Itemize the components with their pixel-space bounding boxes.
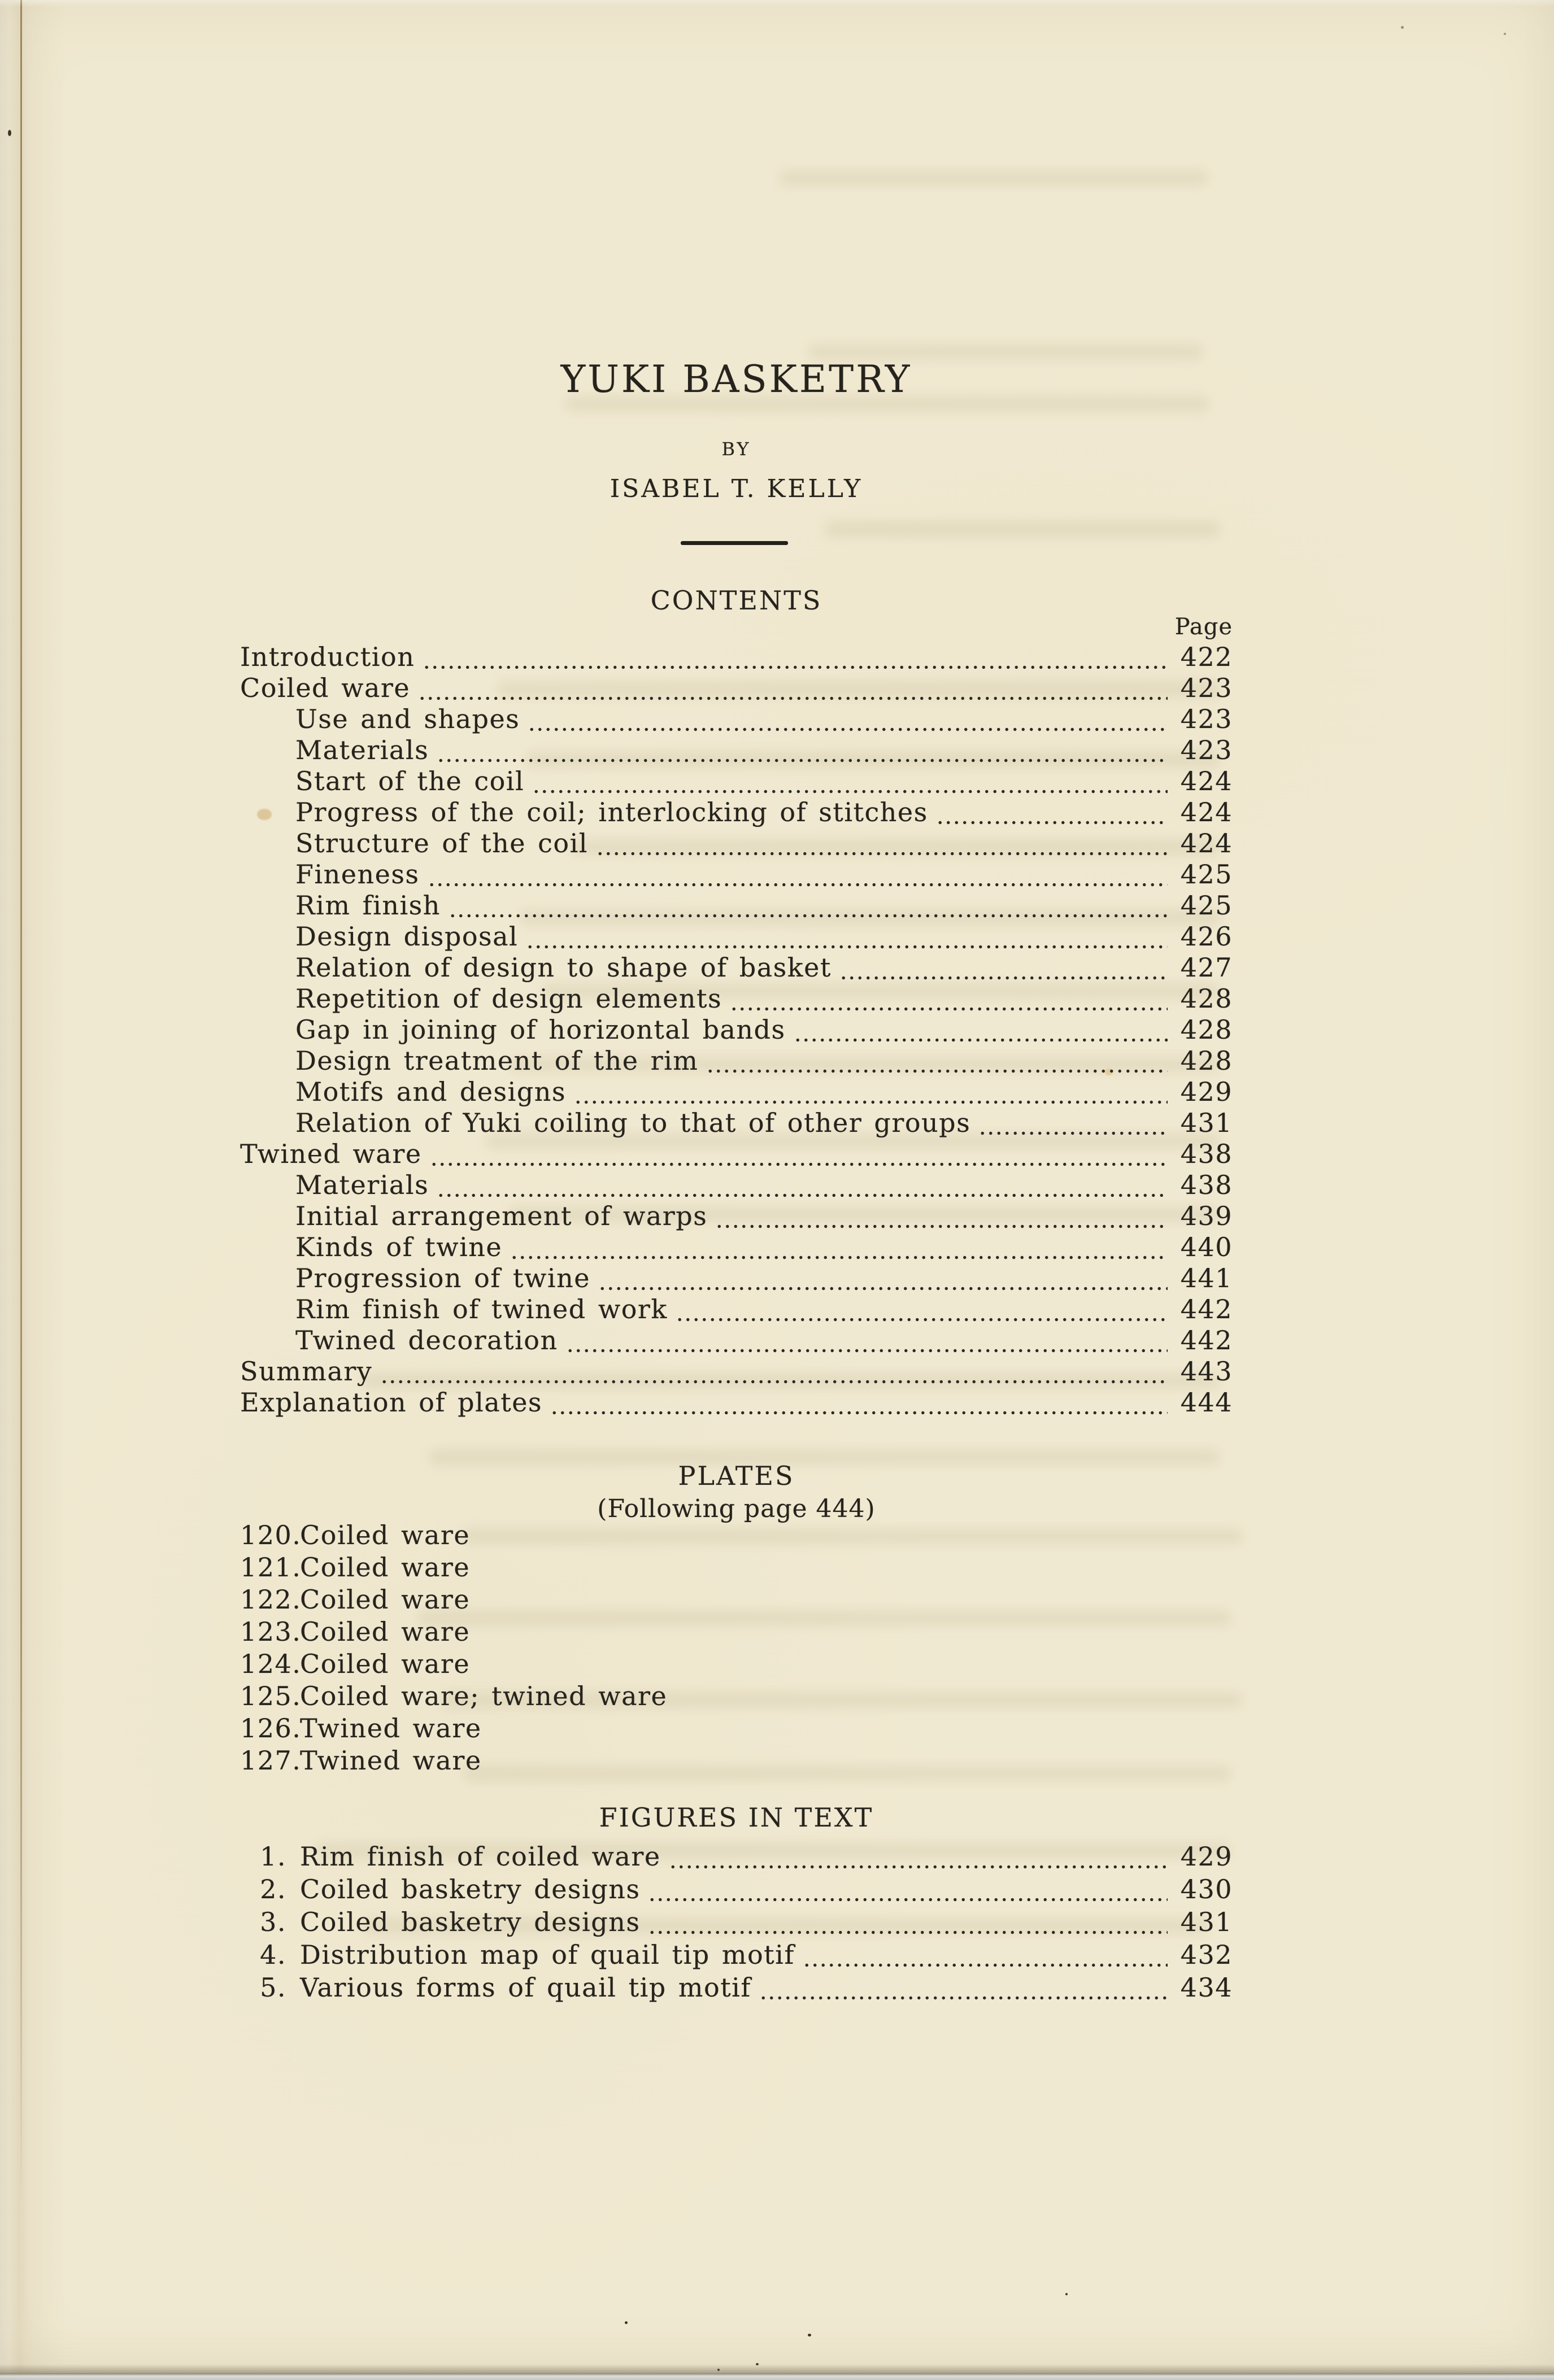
plates-heading: PLATES [678, 1461, 795, 1491]
figures-heading: FIGURES IN TEXT [599, 1802, 874, 1833]
toc-entry-page: 426 [1180, 921, 1233, 952]
toc-row [240, 1356, 1233, 1387]
toc-entry-label: Materials [295, 1170, 429, 1200]
toc-entry-label: Motifs and designs [295, 1076, 567, 1107]
toc-entry-page: 424 [1180, 797, 1233, 827]
plate-label: Coiled ware [300, 1520, 471, 1550]
plate-item [240, 1519, 1233, 1551]
toc-entry-label: Rim finish [295, 890, 441, 921]
toc-row [240, 1170, 1233, 1201]
figure-page: 432 [1180, 1939, 1233, 1970]
dotted-leader [730, 983, 1168, 1014]
plate-item [240, 1648, 1233, 1680]
toc-entry-label: Relation of Yuki coiling to that of other groups [295, 1108, 971, 1138]
toc-row [240, 673, 1233, 704]
figure-label: Rim finish of coiled ware [300, 1841, 661, 1872]
toc-entry-page: 442 [1180, 1325, 1233, 1355]
dotted-leader [428, 859, 1168, 890]
dotted-leader [803, 1938, 1168, 1971]
toc-row [240, 1139, 1233, 1170]
toc-entry-page: 444 [1180, 1387, 1233, 1418]
dotted-leader [669, 1840, 1168, 1873]
toc-row [240, 1014, 1233, 1045]
plate-item [240, 1584, 1233, 1616]
dotted-leader [574, 1076, 1168, 1108]
dotted-leader [596, 828, 1168, 859]
toc-entry-page: 428 [1180, 1045, 1233, 1076]
scan-speck [808, 2334, 811, 2337]
toc-entry-label: Introduction [240, 642, 415, 672]
table-of-contents [240, 642, 1233, 1418]
toc-entry-label: Repetition of design elements [295, 983, 722, 1014]
page-gutter-shadow [0, 0, 68, 2380]
dotted-leader [759, 1971, 1168, 2004]
showthrough-ghost [780, 169, 1209, 186]
dotted-leader [430, 1139, 1168, 1170]
figure-number: 3. [260, 1907, 286, 1937]
dotted-leader [532, 766, 1168, 797]
toc-row [240, 1201, 1233, 1232]
toc-row [240, 766, 1233, 797]
toc-row [240, 1325, 1233, 1356]
figure-number: 4. [260, 1939, 286, 1970]
plate-item [240, 1616, 1233, 1648]
dotted-leader [437, 735, 1168, 766]
toc-row [240, 1076, 1233, 1108]
plate-label: Coiled ware [300, 1649, 471, 1679]
toc-entry-label: Fineness [295, 859, 420, 890]
dotted-leader [598, 1263, 1168, 1294]
scan-speck [1504, 33, 1506, 35]
dotted-leader [510, 1232, 1168, 1263]
toc-entry-label: Explanation of plates [240, 1387, 543, 1418]
toc-entry-page: 423 [1180, 704, 1233, 734]
dotted-leader [715, 1201, 1168, 1232]
figure-item [240, 1840, 1233, 1873]
toc-entry-page: 422 [1180, 642, 1233, 672]
figure-page: 431 [1180, 1907, 1233, 1937]
dotted-leader [648, 1906, 1168, 1938]
plate-number: 127. [240, 1745, 302, 1776]
plate-number: 125. [240, 1681, 302, 1711]
figure-label: Various forms of quail tip motif [300, 1972, 751, 2003]
toc-row [240, 952, 1233, 983]
plate-item [240, 1745, 1233, 1777]
figure-item [240, 1971, 1233, 2004]
toc-entry-label: Relation of design to shape of basket [295, 952, 832, 983]
toc-entry-page: 443 [1180, 1356, 1233, 1387]
toc-entry-label: Use and shapes [295, 704, 520, 734]
toc-entry-label: Gap in joining of horizontal bands [295, 1014, 786, 1045]
toc-row [240, 890, 1233, 921]
toc-entry-page: 428 [1180, 983, 1233, 1014]
dotted-leader [648, 1873, 1168, 1906]
plate-number: 124. [240, 1649, 302, 1679]
dotted-leader [423, 642, 1168, 673]
plate-item [240, 1712, 1233, 1745]
figure-label: Coiled basketry designs [300, 1907, 641, 1937]
dotted-leader [380, 1356, 1168, 1387]
dotted-leader [978, 1108, 1168, 1139]
toc-row [240, 1387, 1233, 1418]
figure-label: Distribution map of quail tip motif [300, 1939, 795, 1970]
page-bottom-shadow [0, 2364, 1554, 2373]
toc-entry-label: Twined decoration [295, 1325, 558, 1355]
scan-speck [1401, 26, 1404, 29]
toc-row [240, 1232, 1233, 1263]
toc-entry-page: 438 [1180, 1139, 1233, 1169]
figure-item [240, 1938, 1233, 1971]
page-top-edge [0, 0, 1554, 7]
figure-number: 5. [260, 1972, 286, 2003]
toc-entry-page: 441 [1180, 1263, 1233, 1293]
toc-entry-page: 425 [1180, 890, 1233, 921]
toc-entry-page: 425 [1180, 859, 1233, 890]
dotted-leader [528, 704, 1168, 735]
plate-label: Coiled ware [300, 1552, 471, 1583]
figure-label: Coiled basketry designs [300, 1874, 641, 1904]
figure-page: 429 [1180, 1841, 1233, 1872]
dotted-leader [936, 797, 1168, 828]
figure-page: 430 [1180, 1874, 1233, 1904]
gutter-fold-line [20, 0, 22, 2248]
dotted-leader [794, 1014, 1168, 1045]
plate-item [240, 1551, 1233, 1584]
toc-entry-label: Structure of the coil [295, 828, 588, 858]
author-name: ISABEL T. KELLY [610, 474, 863, 503]
figure-item [240, 1873, 1233, 1906]
toc-row [240, 1045, 1233, 1076]
toc-row [240, 828, 1233, 859]
dotted-leader [550, 1387, 1168, 1418]
toc-entry-page: 423 [1180, 673, 1233, 703]
toc-row [240, 1294, 1233, 1325]
dotted-leader [566, 1325, 1168, 1356]
page-bottom-edge [0, 2373, 1554, 2380]
toc-row [240, 735, 1233, 766]
toc-entry-label: Twined ware [240, 1139, 422, 1169]
page-title: YUKI BASKETRY [560, 358, 912, 401]
plate-number: 123. [240, 1616, 302, 1647]
toc-entry-label: Initial arrangement of warps [295, 1201, 708, 1231]
toc-row [240, 859, 1233, 890]
toc-entry-page: 428 [1180, 1014, 1233, 1045]
dotted-leader [449, 890, 1168, 921]
figure-number: 2. [260, 1874, 286, 1904]
dotted-leader [839, 952, 1168, 983]
dotted-leader [706, 1045, 1168, 1076]
plate-number: 121. [240, 1552, 302, 1583]
toc-row [240, 983, 1233, 1014]
plate-label: Coiled ware [300, 1584, 471, 1615]
plate-number: 126. [240, 1713, 302, 1743]
showthrough-ghost [825, 521, 1220, 538]
scan-speck [1065, 2293, 1068, 2295]
figure-page: 434 [1180, 1972, 1233, 2003]
toc-entry-label: Summary [240, 1356, 373, 1387]
dotted-leader [418, 673, 1168, 704]
toc-entry-page: 442 [1180, 1294, 1233, 1324]
plate-number: 120. [240, 1520, 302, 1550]
toc-entry-label: Kinds of twine [295, 1232, 503, 1262]
toc-entry-page: 423 [1180, 735, 1233, 765]
toc-entry-label: Start of the coil [295, 766, 525, 796]
toc-entry-page: 440 [1180, 1232, 1233, 1262]
figure-number: 1. [260, 1841, 286, 1872]
scan-speck [8, 130, 11, 136]
toc-entry-label: Rim finish of twined work [295, 1294, 668, 1324]
figures-list [240, 1840, 1233, 2004]
toc-entry-page: 439 [1180, 1201, 1233, 1231]
plate-label: Twined ware [300, 1713, 482, 1743]
toc-entry-label: Progression of twine [295, 1263, 590, 1293]
toc-entry-label: Design disposal [295, 921, 519, 952]
contents-heading: CONTENTS [650, 585, 822, 616]
dotted-leader [676, 1294, 1168, 1325]
toc-row [240, 1108, 1233, 1139]
toc-row [240, 797, 1233, 828]
dotted-leader [526, 921, 1168, 952]
toc-entry-page: 429 [1180, 1076, 1233, 1107]
toc-entry-page: 424 [1180, 828, 1233, 858]
page-column-label: Page [1174, 614, 1233, 640]
toc-row [240, 921, 1233, 952]
figure-item [240, 1906, 1233, 1938]
toc-entry-label: Coiled ware [240, 673, 411, 703]
plates-subheading: (Following page 444) [597, 1494, 876, 1523]
scan-speck [625, 2321, 628, 2324]
toc-entry-page: 438 [1180, 1170, 1233, 1200]
plates-list [240, 1519, 1233, 1777]
plate-label: Coiled ware [300, 1616, 471, 1647]
toc-row [240, 642, 1233, 673]
toc-entry-page: 424 [1180, 766, 1233, 796]
plate-number: 122. [240, 1584, 302, 1615]
plate-label: Coiled ware; twined ware [300, 1681, 668, 1711]
toc-row [240, 704, 1233, 735]
title-divider-rule [681, 541, 788, 545]
plate-item [240, 1680, 1233, 1712]
byline-label: BY [721, 438, 751, 460]
toc-row [240, 1263, 1233, 1294]
toc-entry-label: Design treatment of the rim [295, 1045, 699, 1076]
toc-entry-label: Progress of the coil; interlocking of stitches [295, 797, 928, 827]
plate-label: Twined ware [300, 1745, 482, 1776]
toc-entry-page: 431 [1180, 1108, 1233, 1138]
toc-entry-page: 427 [1180, 952, 1233, 983]
dotted-leader [437, 1170, 1168, 1201]
toc-entry-label: Materials [295, 735, 429, 765]
